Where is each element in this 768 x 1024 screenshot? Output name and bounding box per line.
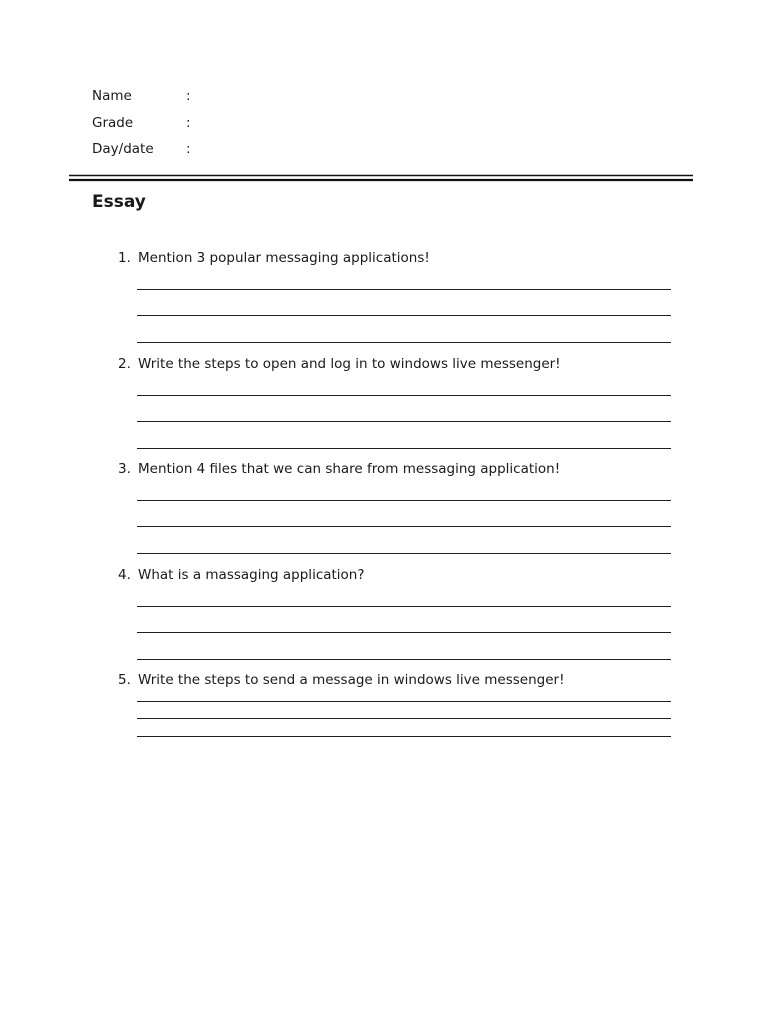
answer-line[interactable] xyxy=(137,448,671,449)
name-label: Name xyxy=(92,88,132,104)
name-colon: : xyxy=(186,88,191,104)
question-text: Mention 4 files that we can share from messaging application! xyxy=(138,461,561,477)
question-4 xyxy=(0,565,768,671)
daydate-colon: : xyxy=(186,141,191,157)
answer-line[interactable] xyxy=(137,395,671,396)
answer-line[interactable] xyxy=(137,526,671,527)
question-number: 4. xyxy=(118,566,131,583)
question-text: Write the steps to open and log in to windows live messenger! xyxy=(138,355,561,372)
answer-line[interactable] xyxy=(137,421,671,422)
answer-line[interactable] xyxy=(137,718,671,719)
question-list xyxy=(0,248,768,776)
question-text: What is a massaging application? xyxy=(138,566,365,583)
answer-line[interactable] xyxy=(137,701,671,702)
answer-line[interactable] xyxy=(137,553,671,554)
section-title: Essay xyxy=(92,192,146,212)
answer-line[interactable] xyxy=(137,632,671,633)
header-divider xyxy=(69,173,693,183)
answer-line[interactable] xyxy=(137,500,671,501)
question-1 xyxy=(0,248,768,354)
grade-label: Grade xyxy=(92,114,134,131)
answer-line[interactable] xyxy=(137,342,671,343)
question-3 xyxy=(0,459,768,565)
question-number: 5. xyxy=(118,672,131,688)
answer-line[interactable] xyxy=(137,315,671,316)
grade-colon: : xyxy=(186,114,191,131)
question-number: 2. xyxy=(118,355,131,372)
question-text: Mention 3 popular messaging applications! xyxy=(138,250,430,266)
answer-line[interactable] xyxy=(137,736,671,737)
question-text: Write the steps to send a message in windows live messenger! xyxy=(138,672,565,688)
question-5 xyxy=(0,670,768,776)
question-2 xyxy=(0,354,768,460)
answer-line[interactable] xyxy=(137,659,671,660)
question-number: 3. xyxy=(118,461,131,477)
answer-line[interactable] xyxy=(137,606,671,607)
daydate-label: Day/date xyxy=(92,141,154,157)
answer-line[interactable] xyxy=(137,289,671,290)
question-number: 1. xyxy=(118,250,131,266)
